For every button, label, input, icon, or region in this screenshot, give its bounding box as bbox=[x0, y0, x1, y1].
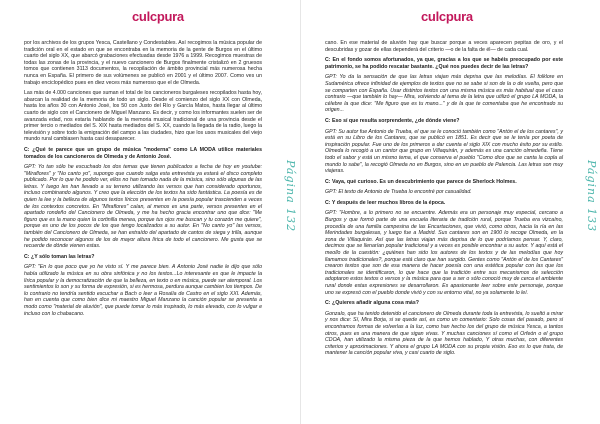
right-page-text-column bbox=[325, 40, 563, 361]
interview-question: C: ¿Qué te parece que un grupo de música "moderna" como LA MODA utilice materiales tomados de los cancioneros de Olmeda y de Antonio José. bbox=[24, 146, 262, 160]
left-page-text-column bbox=[24, 40, 262, 321]
interview-question: C: Vaya, qué curioso. Es un descubrimiento que parece de Sherlock Holmes. bbox=[325, 178, 517, 185]
culcpura-logo: culcpura bbox=[132, 9, 184, 24]
body-paragraph: cano. En ese material de aluvión hay que buscar porque a veces aparecen pepitas de oro, y el descubridas y gozar de ellas dependerá del criterio —o de la falta de él— de cada cual. bbox=[325, 40, 563, 53]
culcpura-logo: culcpura bbox=[421, 9, 473, 24]
interview-answer: GPT: Yo da la sensación de que las letras viajan más deprisa que las melodías. El folklore en Sudamérica ofrece infinidad de ejemplos de textos que no se sabe si son de la o de vuelta, pero que se comparten con España. Usar distintos textos con una misma música es más habitual que el caso contrario —que también lo hay— Mira, volviendo al tema de la letra que utilizó el grupo LA MODA, la célebre la que dice: "Me figuro que es tu mano..." y de la que te comentaba que he encontrado su origen... bbox=[325, 74, 563, 114]
interview-question: C: Y después de leer muchos libros de la época. bbox=[325, 199, 446, 206]
right-page bbox=[300, 0, 600, 424]
interview-question: C: ¿Quieres añadir alguna cosa más? bbox=[325, 300, 419, 307]
interview-question: C: ¿Y sólo toman las letras? bbox=[24, 253, 95, 260]
interview-answer: GPT: El texto de Antonio de Trueba lo encontré por casualidad. bbox=[325, 189, 472, 196]
right-page-number: Página 133 bbox=[585, 160, 598, 233]
interview-answer: GPT: "Hombre, a lo primero no se encuentre. Además era un personaje muy especial, cercano a Burgos y que formó parte de una escuela literaria de tradición rural, porque Trueba era vizcaíno, procedía de una familia campesina de las Encartaciones, que vivió, como otros, hacia la ría en las Merindades burgalesas, y luego fue a Madrid. Sus cantares son en 1900 lo recoge Olmeda, en la zona de Villaquirán. Así que las letras viajan más deprisa de lo que podríamos pensar. Y, claro, decimos que se llenarían popular tradicional y a veces es posible encontrar a su autor. Y aquí está el meollo de la cuestión: ¿quiénes han sido los autores de los textos y de las melodías que hoy llamamos tradicionales?, porque está claro que han surgido. Gentes como "Antón el de los Cantares" crearon textos que son de esa manera de hacer poesía con una estética popular con las que los tradicionales se identificaron, lo que hace que la tradición entre sus mecanismos de selección adoptaron estos textos o versos y la música para que a ser o sólo conoció muy de cerca el ambiente rural donde estas expresiones se desarrollaron. Es apasionante leer sobre este personaje, porque uno se expresó con el pueblo donde vivió y con su entorno vital, no ya solamente lo leí. bbox=[325, 210, 563, 296]
body-paragraph: por los archivos de los grupos Yesca, Castellano y Condestables. Así recogimos la música popular de tradición oral en el estado en que se encontraba en la memoria de la gente de Burgos en el último cuarto del siglo XX, que abarcó grabaciones efectuadas desde 1976 a 1999. Recogimos muestras de todas las zonas de la provincia, y el nuevo cancionero de Burgos finalmente cristalizó en 2 gruesos tomos que contienen 3113 documentos, la recopilación de ámbito provincial más numerosa hecha nunca en España. El primero de sus volúmenes se publicó en 2001 y el último 2007. Como ves un trabajo enciclopédico pues en diez veces más numeroso que el de Olmeda. bbox=[24, 40, 262, 86]
interview-answer: GPT: Su autor fue Antonio de Trueba, el que se le conoció también como "Antón el de los cantares", y está en su Libro de los Cantares, que se publicó en 1851. Es decir que se le tenía por poeta de inspiración popular. Fue uno de los primeros a dar cuenta el siglo XIX con mucho éxito por su estilo. Olmeda lo recogió a un cantor que grupo en Villaquirán, y además es una canción olmedeña. Tiene todo el sabor y está un mismo tema, el que conserva el pueblo "Como dice que se canta la copla al mundo lo sabe", la recogió Olmeda no en Burgos, sino en un pueblo de Palencia. Las letras son muy viajeras. bbox=[325, 128, 563, 175]
left-page-number: Página 132 bbox=[284, 160, 297, 233]
body-paragraph: Las más de 4.000 canciones que suman el total de los cancioneros burgaleses recopilados hasta hoy, abarcan la realidad de la memoria de todo un siglo. Desde el comienzo del siglo XX con Olmeda, hasta los años 30 con Antonio José, los 50 con Justo del Río y García Matos, hasta llegar al último cuarto de siglo con el Cancionero de Miguel Manzano. Es decir, y como los informantes suelen ser de avanzada edad, nos estaría hablando de la memoria musical tradicional de una provincia desde el primer tercio o mediados del S. XIX hasta mediados del S. XX, cuando la llegada de la radio, luego la televisión y sobre todo la emigración del campo a las ciudades, hizo que los usos musicales del viejo mundo rural cambiasen hasta casi desaparecer. bbox=[24, 90, 262, 143]
interview-question: C: Eso sí que resulta sorprendente, ¿de dónde viene? bbox=[325, 117, 460, 124]
interview-question: C: En el fondo somos afortunados, ya que, gracias a los que se habéis preocupado por este patrimonio, se ha podido rescatar bastante. ¿Qué nos puedes decir de las letras? bbox=[325, 57, 563, 70]
interview-answer: GPT: "En lo que poco que yo he visto sí. Y me parece bien. A Antonio José nadie le dijo que sólo había utilizado la música en su obra sinfónica y no los textos...Lo interesante es que le impacte la lírica popular y la democratización de que la belleza, en texto o en música, puede ser atemporal. Los sentimientos lo son y su forma de expresión, si es hermosa, perdura aunque cambien los tiempos. De lo contrario no tendría sentido escuchar a Bach o leer a Rosalía de Castro en el siglo XXI. Además, han en cuenta que como bien dice mi maestro Miguel Manzano la canción popular se presenta a modo como "material de aluvión", que puede tomar lo más inspirado, lo más elevado, con lo vulgar e incluso con lo chabacano. bbox=[24, 264, 262, 317]
interview-answer: GPT: Yo tan sólo he escuchado los dos temas que tienen publicados a fecha de hoy en youtube: "Miraflores" y "No canto yo", supongo que cuando salga esta entrevista ya estará el disco completo publicado. Por lo que he podido ver, ellos no han tomado nada de la música, sino sólo algunas de las letras. Y luego les han llevado a su terreno utilizando las versos que han considerado oportunos, incluso combinando algunos. Y creo que la elección de los textos ha sido fantástica. La poesía es de quien la lee y la belleza de algunos textos líricos presentes en la poesía popular trascienden a veces de los contextos concretos. En "Miraflores" caían, al menos es una parte, versos presentes en el apartado rondeño del Cancionero de Olmeda, y me ha hecho gracia encontrar uno que dice: "Me figuro que es la mano quien la cortinilla menea, porque tus ojos me buscan y tu corazón me quiere", porque es uno de los pocos de los que tengo localizados a su autor. En "No canto yo" las versos, también del Cancionero de Olmeda, se han extraído del apartado de cantos de siega y trilla, aunque he podido reconocer algunos de los de mayor altura lírica de todo el cancionero. Me gusta que se recuerde de dónde vienen estas. bbox=[24, 164, 262, 250]
interview-answer: Gonzalo, que ha tenido detenido el cancionero de Olmeda durante toda la entrevista, lo sueltó a mirar y nos dice: Sí, Mira Borja, si se quede así, es como un comentario: Solo cosas del pasado, pero si encontramos formas de volverlas a la luz, como han hecho los del grupo de música Yesca, a tantos otros, pues es una manera de que sigan vivas. Y muchas canciones sí como el Orfeón o el grupo CDOA, han utilizado la misma pieza de la que hemos hablado, Y otras muchas, con diferentes criterios y aproximaciones. Y ahora el grupo LA MODA con su propia visión. Eso es lo que trata, de mantener la canción popular viva, y casi cuarto de siglo. bbox=[325, 310, 563, 357]
